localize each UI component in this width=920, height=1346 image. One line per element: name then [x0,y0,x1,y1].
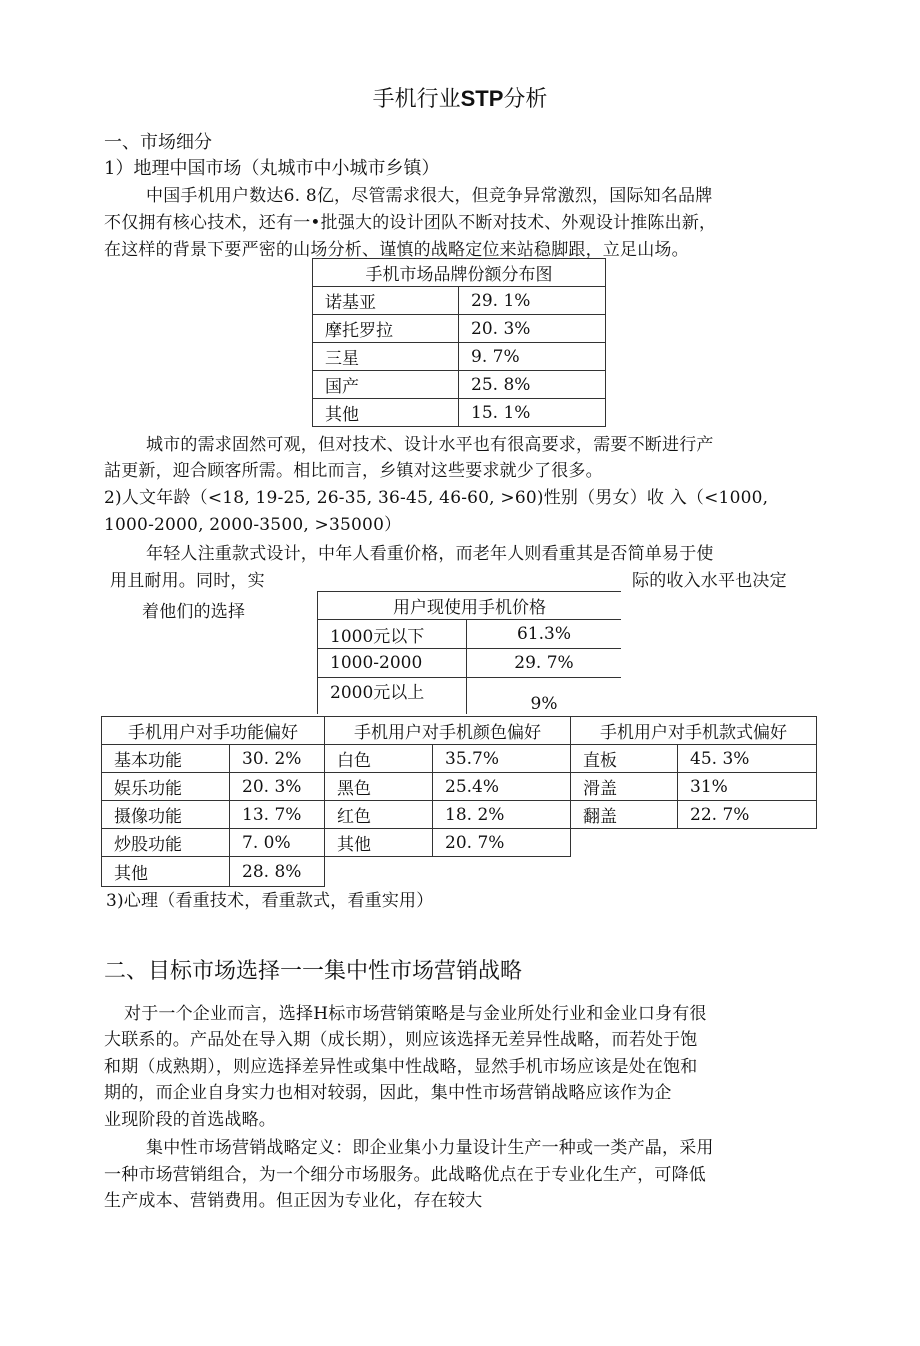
paragraph-line: 着他们的选择 [142,602,246,622]
table-row: 滑盖 31% [571,773,817,801]
table-title: 手机用户对手机款式偏好 [571,717,817,745]
table-title: 手机用户对手功能偏好 [102,717,325,745]
table-row: 国产 25. 8% [313,371,606,399]
paragraph-line: 和期（成熟期），则应选择差异性或集中性战略，显然手机市场应该是处在饱和 [104,1057,698,1077]
color-preference-table [324,716,571,857]
subheading-geography: 1）地理中国市场（丸城市中小城市乡镇） [104,158,440,179]
table-row: 诺基亚 29. 1% [313,287,606,315]
table-row: 红色 18. 2% [325,801,571,829]
paragraph-line: 城市的需求固然可观，但对技术、设计水平也有很高要求，需要不断进行产 [146,435,714,455]
paragraph-line: 际的收入水平也决定 [632,571,787,591]
table-row: 基本功能 30. 2% [102,745,325,773]
paragraph-line: 一种市场营销组合，为一个细分市场服务。此战略优点在于专业化生产，可降低 [104,1165,706,1185]
paragraph-line: 在这样的背景下要严密的山场分析、谨慎的战略定位来站稳脚跟，立足山场。 [104,240,689,260]
paragraph-line: 大联系的。产品处在导入期（成长期），则应该选择无差异性战略，而若处于饱 [104,1030,698,1050]
paragraph-line: 用且耐用。同时，实 [110,571,265,591]
table-row: 1000-2000 29. 7% [318,649,622,678]
table-row: 娱乐功能 20. 3% [102,773,325,801]
table-row: 摩托罗拉 20. 3% [313,315,606,343]
section-heading-market-segmentation: 一、市场细分 [104,132,212,153]
brand-share-table [312,258,606,427]
paragraph-line: 期的，而企业自身实力也相对较弱，因此，集中性市场营销战略应该作为企 [104,1083,672,1103]
table-row: 三星 9. 7% [313,343,606,371]
table-row: 1000元以下 61.3% [318,620,622,649]
paragraph-line: 对于一个企业而言，选择H标市场营销策略是与金业所处行业和金业口身有很 [124,1004,707,1024]
paragraph-line: 年轻人注重款式设计，中年人看重价格，而老年人则看重其是否简单易于使 [146,544,714,564]
paragraph-line: 集中性市场营销战略定义：即企业集小力量设计生产一种或一类产晶，采用 [146,1138,714,1158]
paragraph-line: 业现阶段的首选战略。 [104,1110,276,1130]
table-title: 手机用户对手机颜色偏好 [325,717,571,745]
page-title: 手机行业STP分析 [372,86,548,112]
table-row: 翻盖 22. 7% [571,801,817,829]
table-row: 其他 20. 7% [325,829,571,857]
table-row: 白色 35.7% [325,745,571,773]
subheading-demographics: 2)人文年龄（<18, 19-25, 26-35, 36-45, 46-60, >60)性别（男女）收 入（<1000, [104,488,769,508]
section-heading-target-market: 二、目标市场选择一一集中性市场营销战略 [104,959,523,984]
table-row: 黑色 25.4% [325,773,571,801]
table-row: 2000元以上 9% [318,678,622,715]
function-preference-table [101,716,325,887]
table-row: 其他 28. 8% [102,857,325,887]
table-title: 用户现使用手机价格 [318,592,622,620]
paragraph-line: 生产成本、营销费用。但正因为专业化，存在较大 [104,1191,483,1211]
table-row: 其他 15. 1% [313,399,606,427]
paragraph-line: 詁更新，迎合顾客所需。相比而言，乡镇对这些要求就少了很多。 [104,461,603,481]
subheading-demographics-cont: 1000-2000, 2000-3500, >35000） [104,515,402,535]
subheading-psychology: 3)心理（看重技术，看重款式，看重实用） [106,891,434,911]
table-row: 直板 45. 3% [571,745,817,773]
table-title: 手机市场品牌份额分布图 [313,259,606,287]
style-preference-table [570,716,817,829]
paragraph-line: 中国手机用户数达6. 8亿，尽管需求很大，但竞争异常激烈，国际知名品牌 [146,186,713,206]
table-row: 炒股功能 7. 0% [102,829,325,857]
paragraph-line: 不仅拥有核心技术，还有一•批强大的设计团队不断对技术、外观设计推陈出新， [104,213,717,233]
phone-price-table [317,591,621,714]
table-row: 摄像功能 13. 7% [102,801,325,829]
